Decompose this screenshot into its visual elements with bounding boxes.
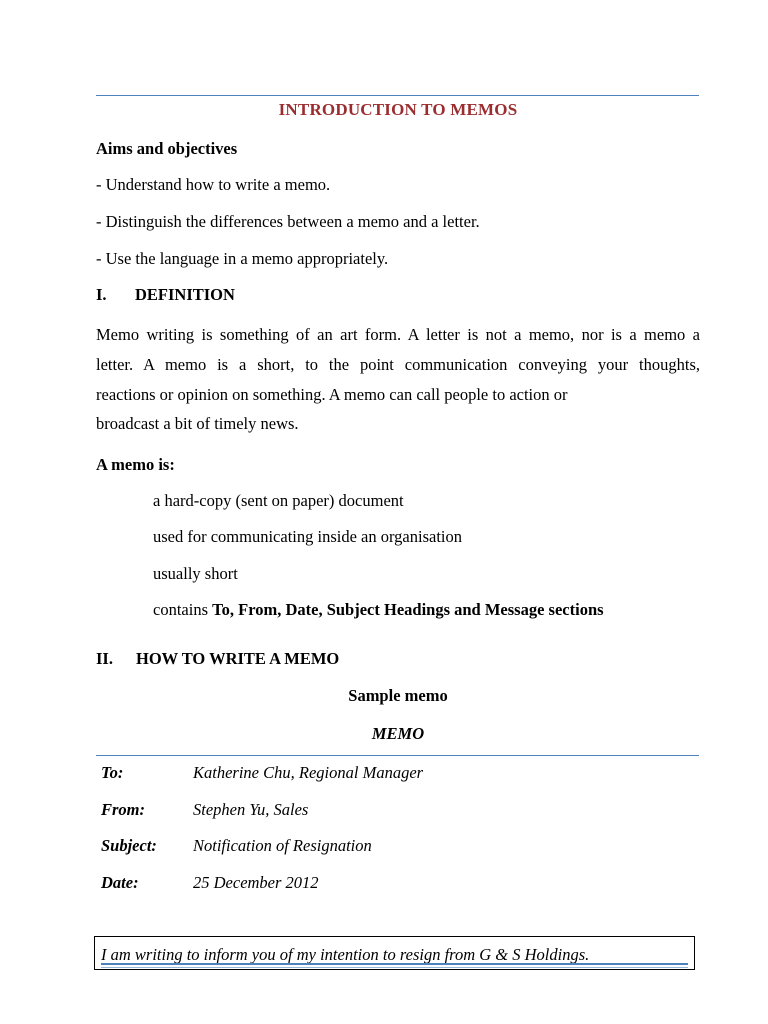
top-rule xyxy=(96,95,699,96)
memo-field-value: 25 December 2012 xyxy=(193,873,319,892)
message-underline xyxy=(101,963,688,965)
paragraph-line: reactions or opinion on something. A memo can call people to action or xyxy=(96,385,568,404)
memo-field-value: Stephen Yu, Sales xyxy=(193,800,309,819)
memo-field-value: Katherine Chu, Regional Manager xyxy=(193,763,424,782)
aim-item: - Distinguish the differences between a memo and a letter. xyxy=(96,212,480,231)
paragraph-line: Memo writing is something of an art form. A letter is not a memo, nor is a memo a xyxy=(96,325,700,344)
memo-field-label: Date: xyxy=(101,873,139,892)
aim-item: - Use the language in a memo appropriately. xyxy=(96,249,389,268)
memo-is-heading: A memo is: xyxy=(96,455,175,474)
bullet-text xyxy=(153,600,604,620)
section-number: I. xyxy=(96,285,107,304)
bullet-text: used for communicating inside an organisation xyxy=(153,527,463,546)
page-title: INTRODUCTION TO MEMOS xyxy=(278,100,518,119)
memo-field-label: From: xyxy=(101,800,146,819)
section-number: II. xyxy=(96,649,113,668)
section-heading-definition: DEFINITION xyxy=(135,285,235,304)
message-underline-secondary xyxy=(101,967,688,968)
memo-message-box xyxy=(94,936,695,970)
aim-item: - Understand how to write a memo. xyxy=(96,175,331,194)
bullet-text-plain: contains xyxy=(153,600,213,619)
aims-heading: Aims and objectives xyxy=(96,139,238,158)
paragraph-line: letter. A memo is a short, to the point communication conveying your thoughts, xyxy=(96,355,700,374)
definition-paragraph xyxy=(96,320,700,439)
paragraph-line: broadcast a bit of timely news. xyxy=(96,414,299,433)
memo-message: I am writing to inform you of my intention to resign from G & S Holdings. xyxy=(101,945,590,964)
sample-memo-label: Sample memo xyxy=(348,686,448,705)
memo-field-label: Subject: xyxy=(101,836,157,855)
bullet-text-bold: To, From, Date, Subject Headings and Message sections xyxy=(212,600,604,619)
bullet-text: usually short xyxy=(153,564,238,583)
memo-header-rule xyxy=(96,755,699,756)
memo-title: MEMO xyxy=(371,724,425,743)
bullet-text: a hard-copy (sent on paper) document xyxy=(153,491,404,510)
memo-field-label: To: xyxy=(101,763,124,782)
memo-field-value: Notification of Resignation xyxy=(193,836,372,855)
section-heading-how-to: HOW TO WRITE A MEMO xyxy=(136,649,340,668)
